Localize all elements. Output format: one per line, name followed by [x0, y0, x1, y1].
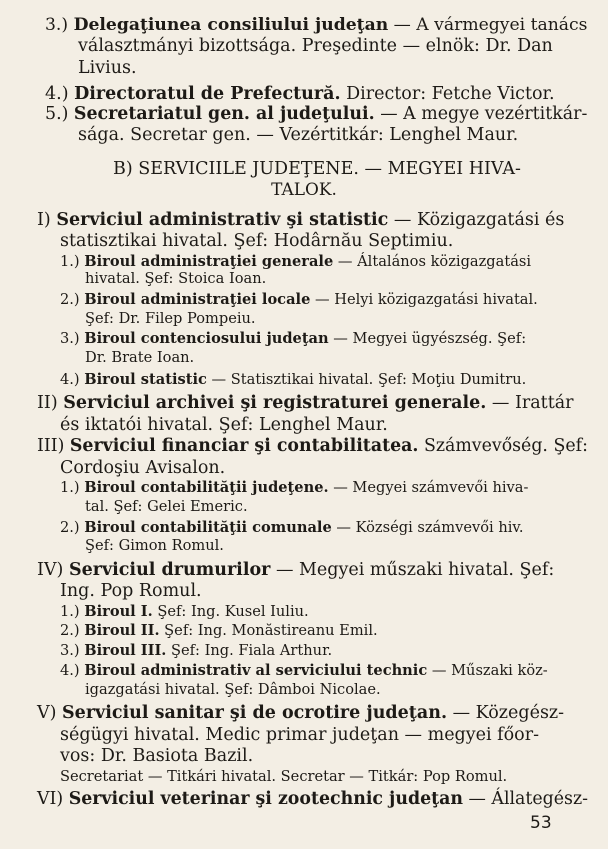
entry-heading: Biroul contabilităţii comunale [84, 519, 332, 536]
entry-number: I) [37, 210, 51, 230]
entry-number: V) [37, 703, 57, 723]
entry-heading: Biroul administraţiei generale [84, 253, 334, 270]
entry-text: igazgatási hivatal. Şef: Dâmboi Nicolae. [85, 681, 381, 698]
entry-text: vos: Dr. Basiota Bazil. [60, 746, 254, 766]
entry-text: Şef: Ing. Kusel Iuliu. [152, 603, 309, 620]
entry-text: — A megye vezértitkár- [374, 104, 588, 124]
entry-text: — Műszaki köz- [427, 662, 548, 679]
entry-text: Şef: Dr. Filep Pompeiu. [85, 310, 256, 327]
entry-text: és iktatói hivatal. Şef: Lenghel Maur. [60, 415, 388, 435]
entry-text: — Megyei ügyészség. Şef: [328, 330, 527, 347]
entry-number: 3.) [60, 642, 80, 659]
entry-number: 4.) [60, 371, 80, 388]
entry-heading: Biroul III. [84, 642, 167, 659]
entry-number: 3.) [45, 15, 69, 35]
entry-number: VI) [37, 789, 64, 809]
section-heading-line: TALOK. [271, 179, 337, 199]
entry-text: Cordoşiu Avisalon. [60, 458, 226, 478]
entry-number: IV) [37, 560, 64, 580]
entry-text: — A vármegyei tanács [388, 15, 588, 35]
entry-number: 1.) [60, 253, 80, 270]
entry-text: hivatal. Şef: Stoica Ioan. [85, 270, 267, 287]
entry-text: statisztikai hivatal. Şef: Hodârnău Septimiu. [60, 231, 454, 251]
entry-number: 1.) [60, 479, 80, 496]
entry-heading: Delegaţiunea consiliului judeţan [73, 15, 389, 35]
entry-number: 1.) [60, 603, 80, 620]
entry-text: — Helyi közigazgatási hivatal. [310, 291, 538, 308]
entry-number: 3.) [60, 330, 80, 347]
entry-text: Dr. Brate Ioan. [85, 349, 195, 366]
entry-text: Şef: Ing. Monăstireanu Emil. [159, 622, 378, 639]
entry-number: 5.) [45, 104, 69, 124]
entry-text: Livius. [78, 58, 137, 78]
entry-number: III) [37, 436, 65, 456]
entry-text: Director: Fetche Victor. [340, 84, 555, 104]
entry-number: II) [37, 393, 58, 413]
entry-heading: Biroul statistic [84, 371, 207, 388]
entry-text: Ing. Pop Romul. [60, 581, 202, 601]
entry-text: — Állategész- [463, 789, 588, 809]
entry-heading: Serviciul drumurilor [68, 560, 271, 580]
entry-text: ségügyi hivatal. Medic primar judeţan — megyei főor- [60, 725, 539, 745]
entry-heading: Biroul contenciosului judeţan [84, 330, 329, 347]
entry-heading: Serviciul administrativ şi statistic [56, 210, 389, 230]
entry-number: 4.) [45, 84, 69, 104]
entry-text: tal. Şef: Gelei Emeric. [85, 498, 248, 515]
entry-text: — Közigazgatási és [388, 210, 565, 230]
entry-text: választmányi bizottsága. Preşedinte — elnök: Dr. Dan [78, 36, 553, 56]
entry-text: — Megyei műszaki hivatal. Şef: [270, 560, 555, 580]
entry-heading: Biroul contabilităţii judeţene. [84, 479, 329, 496]
entry-text: — Általános közigazgatási [333, 253, 532, 270]
entry-heading: Serviciul veterinar şi zootechnic judeţan [68, 789, 464, 809]
entry-text: — Irattár [486, 393, 574, 413]
entry-heading: Directoratul de Prefectură. [74, 84, 341, 104]
entry-heading: Serviciul sanitar şi de ocrotire judeţan. [62, 703, 448, 723]
entry-number: 2.) [60, 291, 80, 308]
entry-number: 2.) [60, 519, 80, 536]
page-number: 53 [530, 813, 552, 833]
entry-heading: Biroul II. [84, 622, 160, 639]
entry-heading: Serviciul financiar şi contabilitatea. [69, 436, 419, 456]
entry-text: Şef: Ing. Fiala Arthur. [166, 642, 333, 659]
entry-heading: Biroul administrativ al serviciului technic [84, 662, 428, 679]
entry-number: 4.) [60, 662, 80, 679]
entry-text: Számvevőség. Şef: [418, 436, 588, 456]
entry-text: — Megyei számvevői hiva- [328, 479, 529, 496]
entry-text: — Községi számvevői hiv. [331, 519, 524, 536]
entry-text: — Statisztikai hivatal. Şef: Moţiu Dumitru. [206, 371, 527, 388]
entry-number: 2.) [60, 622, 80, 639]
entry-text: sága. Secretar gen. — Vezértitkár: Lenghel Maur. [78, 125, 519, 145]
entry-text: Secretariat — Titkári hivatal. Secretar — Titkár: Pop Romul. [60, 768, 508, 785]
entry-heading: Biroul I. [84, 603, 153, 620]
entry-text: Şef: Gimon Romul. [85, 537, 224, 554]
entry-heading: Secretariatul gen. al judeţului. [73, 104, 375, 124]
section-heading-line: B) SERVICIILE JUDEŢENE. — MEGYEI HIVA- [113, 159, 521, 179]
entry-heading: Biroul administraţiei locale [84, 291, 311, 308]
entry-heading: Serviciul archivei şi registraturei generale. [63, 393, 487, 413]
entry-text: — Közegész- [447, 703, 565, 723]
